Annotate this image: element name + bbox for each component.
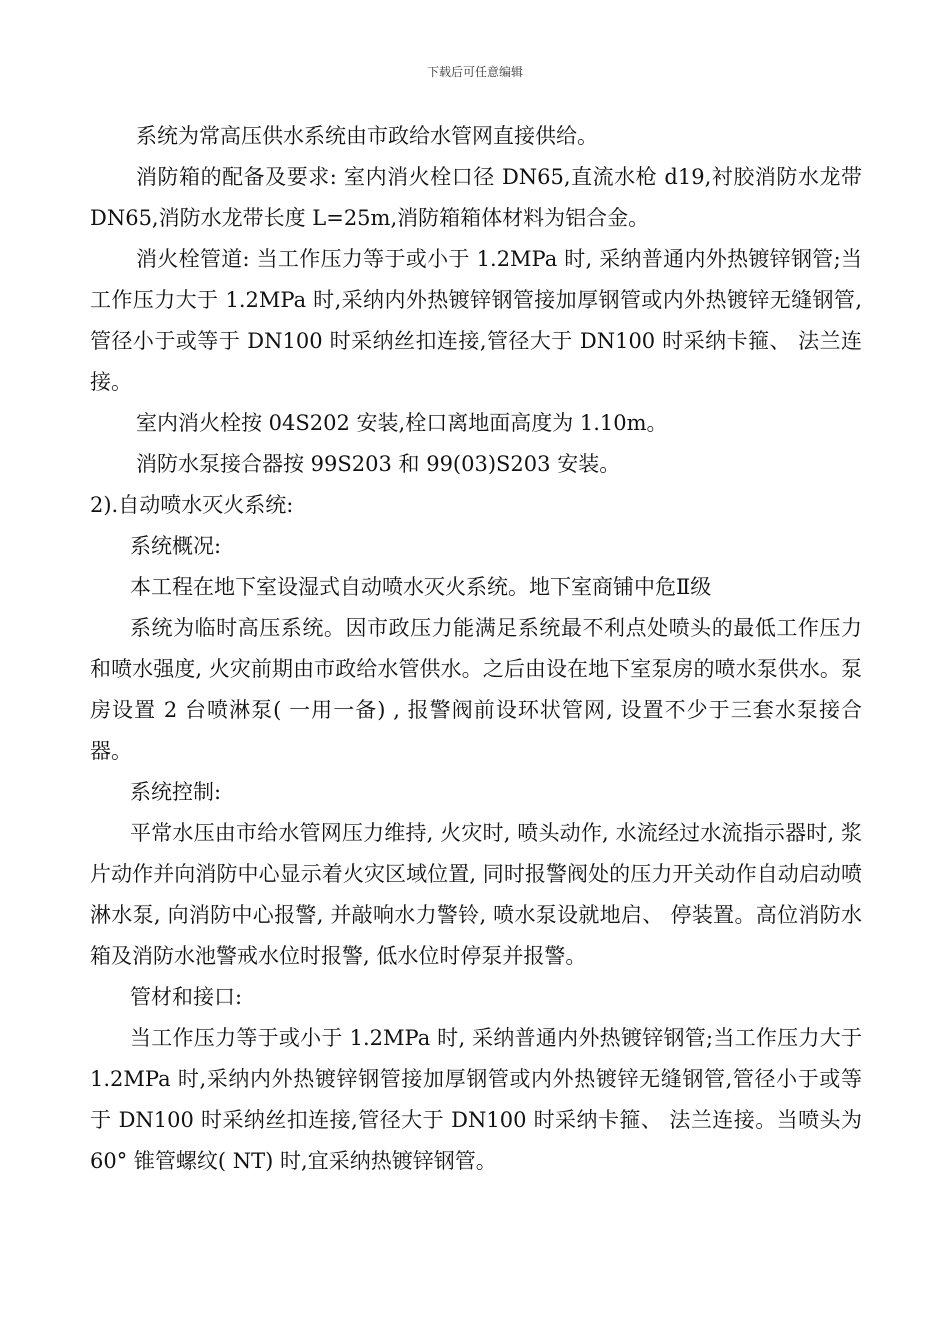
paragraph-5: 消防水泵接合器按 99S203 和 99(03)S203 安装。: [136, 452, 621, 476]
paragraph-9: 系统为临时高压系统。因市政压力能满足系统最不利点处喷头的最低工作压力和喷水强度, 火灾前期由市政给水管供水。之后由设在地下室泵房的喷水泵供水。泵房设置 2 台喷淋泵( 一用一备) , 报警阀前设环状管网, 设置不少于三套水泵接合器。: [90, 616, 862, 763]
paragraph-13: 当工作压力等于或小于 1.2MPa 时, 采纳普通内外热镀锌钢管;当工作压力大于 1.2MPa 时,采纳内外热镀锌钢管接加厚钢管或内外热镀锌无缝钢管,管径小于或等于 DN100 时采纳丝扣连接,管径大于 DN100 时采纳卡箍、 法兰连接。当喷头为 60° 锥管螺纹( NT) 时,宜采纳热镀锌钢管。: [90, 1026, 862, 1173]
page-header: 下载后可任意编辑: [426, 65, 523, 79]
paragraph-12: 管材和接口:: [130, 985, 243, 1009]
paragraph-7: 系统概况:: [130, 534, 222, 558]
paragraph-8: 本工程在地下室设湿式自动喷水灭火系统。地下室商铺中危Ⅱ级: [130, 575, 712, 599]
paragraph-6: 2).自动喷水灭火系统:: [90, 493, 294, 517]
document-body: [90, 116, 862, 1182]
paragraph-1: 系统为常高压供水系统由市政给水管网直接供给。: [136, 124, 598, 148]
paragraph-2: 消防箱的配备及要求: 室内消火栓口径 DN65,直流水枪 d19,衬胶消防水龙带 DN65,消防水龙带长度 L=25m,消防箱箱体材料为铝合金。: [90, 165, 862, 230]
paragraph-4: 室内消火栓按 04S202 安装,栓口离地面高度为 1.10m。: [136, 411, 668, 435]
paragraph-10: 系统控制:: [130, 780, 222, 804]
paragraph-11: 平常水压由市给水管网压力维持, 火灾时, 喷头动作, 水流经过水流指示器时, 浆片动作并向消防中心显示着火灾区域位置, 同时报警阀处的压力开关动作自动启动喷淋水泵, 向消防中心报警, 并敲响水力警铃, 喷水泵设就地启、 停装置。高位消防水箱及消防水池警戒水位时报警, 低水位时停泵并报警。: [90, 821, 862, 968]
paragraph-3: 消火栓管道: 当工作压力等于或小于 1.2MPa 时, 采纳普通内外热镀锌钢管;当工作压力大于 1.2MPa 时,采纳内外热镀锌钢管接加厚钢管或内外热镀锌无缝钢管,管径小于或等于 DN100 时采纳丝扣连接,管径大于 DN100 时采纳卡箍、 法兰连接。: [90, 247, 862, 394]
